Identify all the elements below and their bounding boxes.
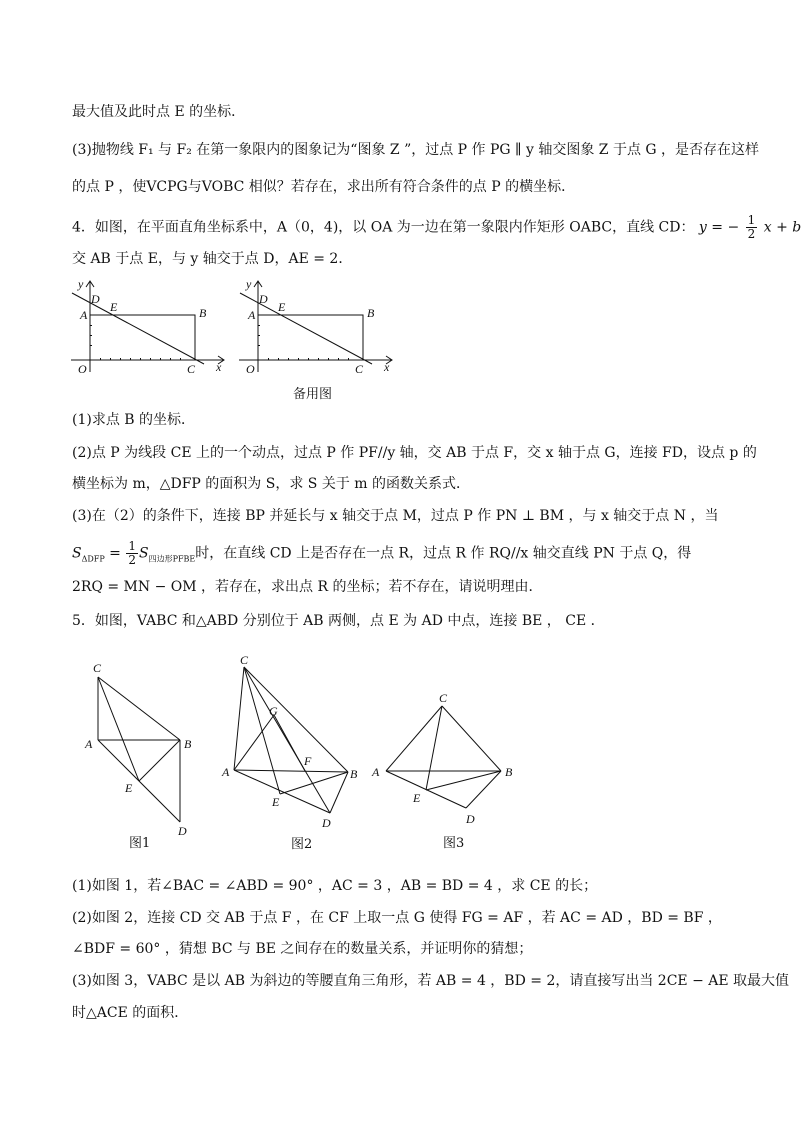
label-E: E <box>110 300 118 314</box>
figure-3 <box>368 690 523 830</box>
area-subscript-1: ΔDFP <box>81 554 105 564</box>
label-y: y <box>246 277 252 291</box>
spare-figure-caption: 备用图 <box>293 387 333 402</box>
figure-1-caption: 图1 <box>129 836 151 851</box>
q4-fraction <box>746 214 758 241</box>
label-A: A <box>372 765 380 779</box>
q4-area-condition-line <box>72 540 691 568</box>
label-E: E <box>272 795 280 809</box>
label-D: D <box>178 824 187 838</box>
text-line-14: (2)如图 2，连接 CD 交 AB 于点 F ，在 CF 上取一点 G 使得 FG = AF ，若 AC = AD ，BD = BF ， <box>72 910 722 926</box>
q4-line-eq-rhs: x + b <box>763 219 801 236</box>
text-line-17: 时△ACE 的面积． <box>72 1005 189 1021</box>
text-line-15: ∠BDF = 60° ，猜想 BC 与 BE 之间存在的数量关系，并证明你的猜想； <box>72 941 533 957</box>
label-C: C <box>187 362 196 376</box>
text-line-11: 2RQ = MN − OM ，若存在，求出点 R 的坐标；若不存在，请说明理由． <box>72 579 543 595</box>
area-subscript-2: 四边形PFBE <box>148 554 196 564</box>
q4-spare-figure <box>234 278 399 376</box>
half-fraction-num: 1 <box>128 539 136 553</box>
label-D: D <box>91 292 100 306</box>
text-line-7: (2)点 P 为线段 CE 上的一个动点，过点 P 作 PF//y 轴，交 AB 于点 F，交 x 轴于点 G，连接 FD，设点 p 的 <box>72 445 757 461</box>
label-E: E <box>125 781 133 795</box>
half-fraction <box>126 540 138 567</box>
text-line-13: (1)如图 1，若∠BAC = ∠ABD = 90° ，AC = 3 ，AB = BD = 4 ，求 CE 的长； <box>72 878 598 894</box>
label-C: C <box>355 362 364 376</box>
area-symbol-2: S <box>139 545 149 562</box>
text-line-16: (3)如图 3，VABC 是以 AB 为斜边的等腰直角三角形，若 AB = 4 ，BD = 2，请直接写出当 2CE − AE 取最大值 <box>72 973 790 989</box>
half-fraction-den: 2 <box>128 553 136 567</box>
text-line-1: 最大值及此时点 E 的坐标． <box>72 104 246 120</box>
label-B: B <box>184 737 192 751</box>
text-line-8: 横坐标为 m，△DFP 的面积为 S，求 S 关于 m 的函数关系式． <box>72 476 471 492</box>
q4-fraction-den: 2 <box>747 227 756 241</box>
label-y: y <box>78 277 84 291</box>
q4-fraction-num: 1 <box>747 213 756 227</box>
label-x: x <box>216 360 222 374</box>
text-line-5: 交 AB 于点 E，与 y 轴交于点 D，AE = 2． <box>72 251 353 267</box>
label-x: x <box>384 360 390 374</box>
figure-3-caption: 图3 <box>443 836 465 851</box>
q4-stem-text: 4．如图，在平面直角坐标系中，A（0，4)，以 OA 为一边在第一象限内作矩形 OABC，直线 CD： <box>72 219 695 236</box>
label-B: B <box>350 767 358 781</box>
text-line-3: 的点 P ，使VCPG与VOBC 相似？若存在，求出所有符合条件的点 P 的横坐标． <box>72 179 576 195</box>
label-O: O <box>78 362 87 376</box>
label-F: F <box>304 754 312 768</box>
label-E: E <box>278 300 286 314</box>
condition-text: 时，在直线 CD 上是否存在一点 R，过点 R 作 RQ//x 轴交直线 PN 于点 Q，得 <box>195 545 692 562</box>
text-line-6: (1)求点 B 的坐标． <box>72 412 196 428</box>
label-A: A <box>248 308 256 322</box>
label-B: B <box>367 306 375 320</box>
label-C: C <box>93 661 102 675</box>
q4-coordinate-figure <box>66 278 231 376</box>
label-C: C <box>240 653 249 667</box>
label-A: A <box>85 737 93 751</box>
label-A: A <box>80 308 88 322</box>
area-symbol-1: S <box>72 545 82 562</box>
label-D: D <box>466 812 475 826</box>
label-O: O <box>246 362 255 376</box>
q4-line-eq-lhs: y = − <box>698 219 740 236</box>
label-A: A <box>222 765 230 779</box>
label-D: D <box>259 292 268 306</box>
label-B: B <box>199 306 207 320</box>
equals-sign: = <box>104 545 126 562</box>
label-D: D <box>322 816 331 830</box>
text-line-9: (3)在（2）的条件下，连接 BP 并延长与 x 轴交于点 M，过点 P 作 PN ⊥ BM ，与 x 轴交于点 N ，当 <box>72 508 719 524</box>
label-G: G <box>269 704 278 718</box>
label-C: C <box>439 691 448 705</box>
text-line-12: 5．如图，VABC 和△ABD 分别位于 AB 两侧，点 E 为 AD 中点，连接 BE ， CE ． <box>72 613 605 629</box>
label-E: E <box>413 791 421 805</box>
text-line-2: (3)抛物线 F₁ 与 F₂ 在第一象限内的图象记为“图象 Z ”，过点 P 作 PG ∥ y 轴交图象 Z 于点 G ，是否存在这样 <box>72 142 760 158</box>
figure-2-caption: 图2 <box>291 837 313 852</box>
label-B: B <box>505 765 513 779</box>
q4-stem-line <box>72 214 801 241</box>
figure-1 <box>80 655 205 845</box>
figure-2 <box>222 652 367 837</box>
